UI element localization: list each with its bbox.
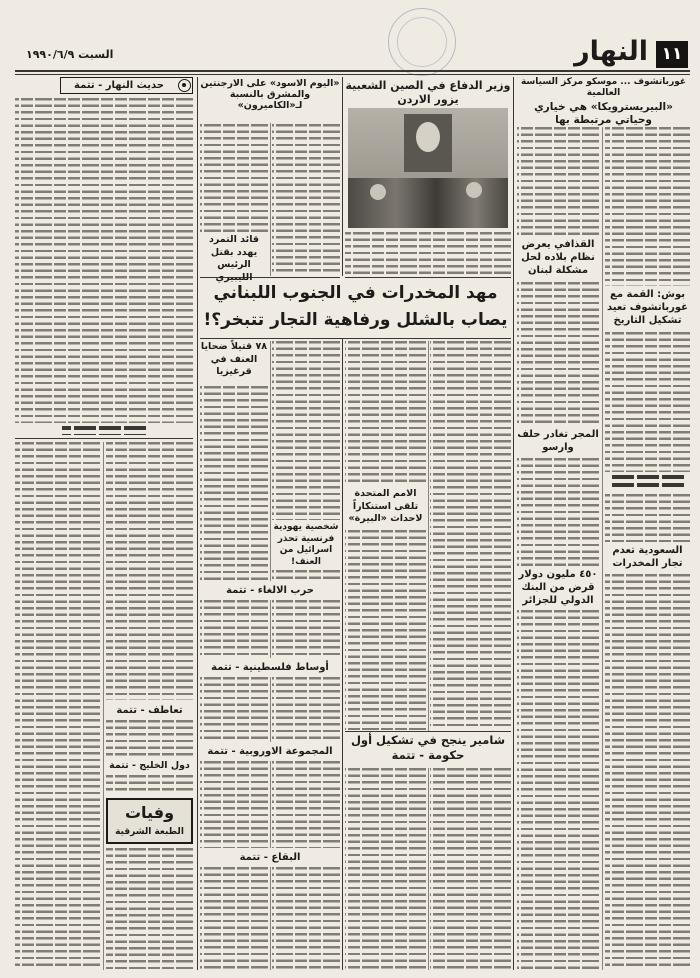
sympathy-continued-heading: تعاطف - تتمة bbox=[116, 705, 183, 716]
drugs-headline-line-1: مهد المخدرات في الجنوب اللبناني bbox=[213, 283, 498, 303]
column-rule bbox=[342, 77, 343, 276]
european-continued-heading: المجموعة الاوروبية - تتمة bbox=[207, 746, 333, 757]
china-headline-line-2: يزور الاردن bbox=[397, 92, 459, 106]
shamir-headline: شامير ينجح في تشكيل أول حكومة - تتمة bbox=[350, 733, 506, 762]
column-rule bbox=[513, 77, 514, 970]
obituaries-subtitle: الطبعة الشرقية bbox=[115, 827, 184, 837]
subcolumn-rule bbox=[270, 341, 271, 581]
body-text-block bbox=[272, 341, 340, 520]
body-text-block bbox=[345, 530, 426, 730]
hungary-headline: المجر تغادر حلف وارسو bbox=[517, 429, 599, 453]
library-stamp bbox=[388, 8, 456, 76]
masthead-title: النهار bbox=[574, 36, 648, 67]
saudi-headline: السعودية تعدم تجار المخدرات bbox=[612, 545, 683, 569]
body-text-block bbox=[517, 282, 599, 426]
body-text-block bbox=[272, 867, 340, 970]
photo-portrait-face bbox=[416, 122, 440, 152]
masthead-rule-thin bbox=[15, 74, 690, 75]
body-text-block bbox=[430, 768, 511, 970]
body-text-block bbox=[430, 341, 511, 730]
news-photo bbox=[348, 108, 508, 228]
body-text-block bbox=[605, 494, 690, 542]
body-text-block bbox=[200, 761, 268, 848]
body-text-block bbox=[106, 848, 193, 970]
subcolumn-rule bbox=[270, 600, 271, 658]
bekaa-continued-heading: البقاع - تتمة bbox=[239, 852, 301, 863]
body-text-block bbox=[517, 127, 599, 236]
hadith-header: حديث النهار - تتمة bbox=[74, 80, 164, 91]
gorbachev-headline: «البيريسترويكا» هي خياري وحياتي مرتبطة بها bbox=[534, 101, 673, 126]
subcolumn-rule bbox=[602, 127, 603, 970]
drugs-headline bbox=[200, 280, 511, 337]
gorbachev-kicker: غورباتشوف ... موسكو مركز السياسة العالمية bbox=[520, 77, 687, 98]
section-rule bbox=[345, 277, 511, 278]
body-text-block bbox=[272, 124, 340, 276]
section-rule bbox=[200, 338, 511, 339]
body-text-block bbox=[15, 98, 193, 423]
body-text-block bbox=[200, 677, 268, 742]
kyrgyz-headline: ٧٨ قتيلاً ضحايا العنف في قرغيزيا bbox=[200, 341, 268, 377]
section-rule bbox=[345, 731, 511, 732]
gulf-continued-heading: دول الخليج - تتمة bbox=[109, 760, 190, 771]
headline-illegible bbox=[62, 426, 146, 435]
liberia-headline: قائد التمرد يهدد بقتل الرئيس الليبيري bbox=[208, 234, 259, 283]
body-text-block bbox=[200, 867, 268, 970]
library-stamp-inner-ring bbox=[397, 17, 447, 67]
body-text-block bbox=[345, 341, 426, 486]
war-continued-heading: حرب الالغاء - تتمة bbox=[226, 585, 314, 596]
subcolumn-rule bbox=[270, 761, 271, 848]
drugs-headline-line-2: يصاب بالشلل ورفاهية التجار تتبخر؟! bbox=[203, 310, 508, 330]
bush-headline: بوش: القمة مع غورباتشوف تعيد تشكيل التاريخ bbox=[607, 289, 688, 326]
column-rule bbox=[342, 339, 343, 970]
section-rule bbox=[15, 438, 193, 439]
loan-headline: ٤٥٠ مليون دولار قرض من البنك الدولي للجزائر bbox=[518, 569, 598, 606]
body-text-block bbox=[345, 768, 426, 970]
china-headline bbox=[345, 79, 511, 107]
subcolumn-rule bbox=[428, 341, 429, 731]
body-text-block bbox=[605, 332, 690, 472]
page-number-box: ١١ bbox=[656, 41, 688, 68]
body-text-block bbox=[605, 127, 690, 286]
body-text-block bbox=[200, 386, 268, 581]
gorbachev-headline-block bbox=[517, 77, 690, 125]
masthead-rule bbox=[15, 70, 690, 72]
subcolumn-rule bbox=[270, 867, 271, 970]
body-text-block bbox=[106, 720, 193, 756]
palestinian-continued-heading: أوساط فلسطينية - تتمة bbox=[211, 662, 329, 673]
worldcup-headline bbox=[200, 78, 340, 122]
body-text-block bbox=[272, 570, 340, 581]
subcolumn-rule bbox=[270, 677, 271, 742]
issue-date: السبت ١٩٩٠/٦/٩ bbox=[26, 48, 114, 61]
obituaries-title: وفيات bbox=[124, 803, 175, 822]
body-text-block bbox=[106, 775, 193, 795]
column-rule bbox=[197, 77, 198, 970]
qaddafi-headline: القذافي يعرض نظام بلاده لحل مشكلة لبنان bbox=[521, 239, 595, 276]
worldcup-headline-line-2: والمشرق بالنسبة لـ«الكاميرون» bbox=[229, 89, 311, 111]
body-text-block bbox=[200, 600, 268, 658]
body-text-block bbox=[272, 600, 340, 658]
body-text-block bbox=[200, 124, 268, 232]
jewish-figure-headline: شخصية يهودية فرنسية تحذر اسرائيل من العنف! bbox=[273, 522, 339, 567]
headline-illegible bbox=[612, 475, 684, 491]
subcolumn-rule bbox=[270, 123, 271, 276]
subcolumn-rule bbox=[103, 442, 104, 970]
un-headline: الامم المتحدة تلقى استنكاراً لاحداث «البيرة» bbox=[348, 488, 423, 524]
column-logo-icon-mark bbox=[182, 83, 186, 87]
photo-figure bbox=[370, 184, 386, 200]
china-headline-line-1: وزير الدفاع في الصين الشعبية bbox=[345, 79, 511, 92]
worldcup-headline-line-1: «اليوم الاسود» على الارجنتين bbox=[200, 78, 340, 89]
body-text-block bbox=[106, 442, 193, 700]
hadith-header-box bbox=[60, 77, 193, 94]
subcolumn-rule bbox=[428, 768, 429, 970]
body-text-block bbox=[517, 610, 599, 970]
photo-caption bbox=[345, 232, 511, 274]
body-text-block bbox=[272, 677, 340, 742]
photo-figure bbox=[466, 182, 482, 198]
body-text-block bbox=[272, 761, 340, 848]
body-text-block bbox=[605, 574, 690, 970]
obituaries-box bbox=[106, 798, 193, 844]
column-logo-icon bbox=[178, 79, 191, 92]
body-text-block bbox=[517, 458, 599, 566]
body-text-block bbox=[15, 442, 100, 970]
